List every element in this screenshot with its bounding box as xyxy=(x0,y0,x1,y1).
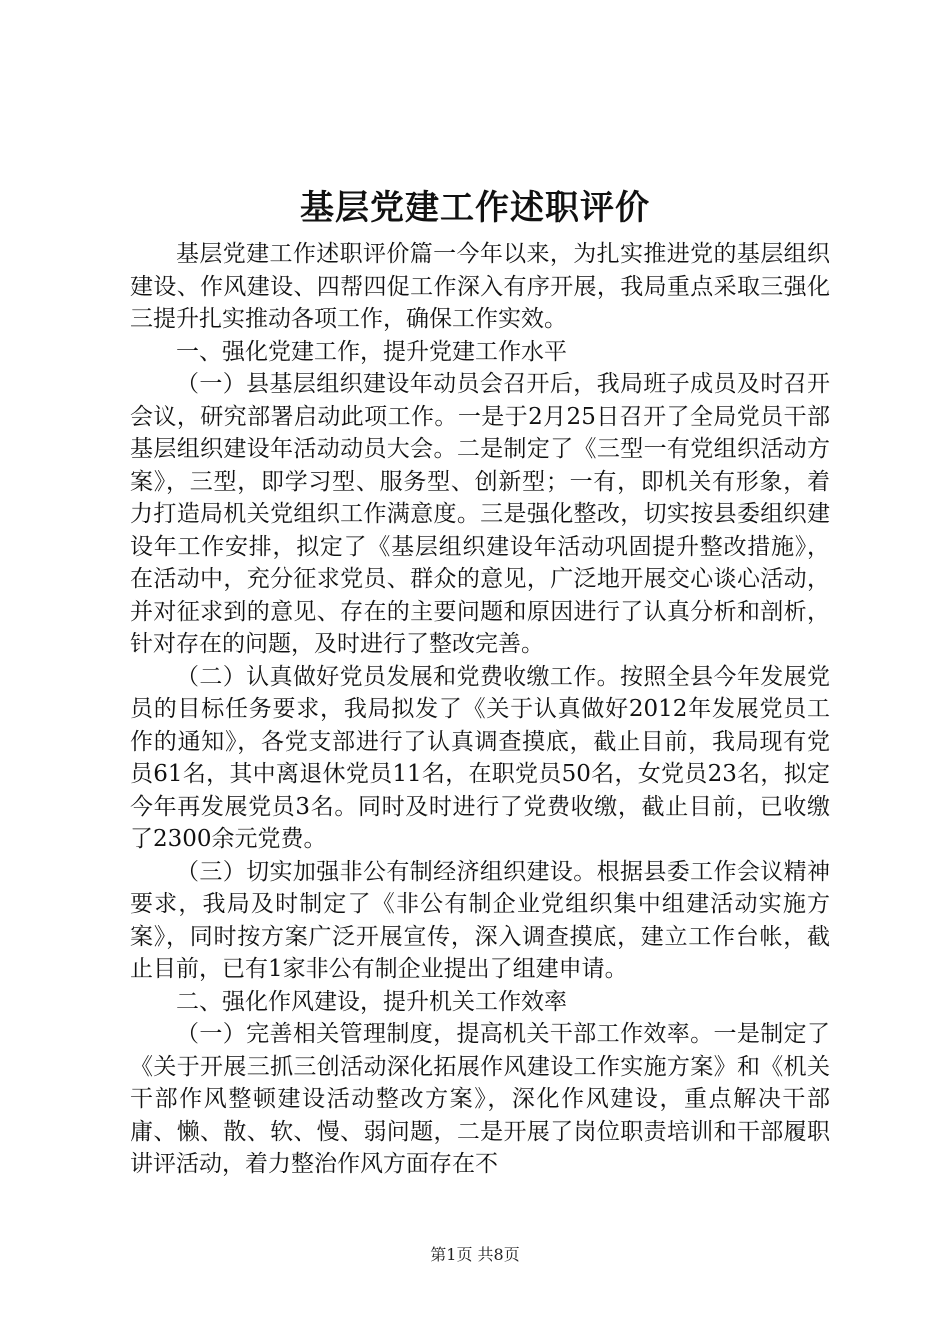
paragraph-1-1: （一）县基层组织建设年动员会召开后，我局班子成员及时召开会议，研究部署启动此项工作。一是于2月25日召开了全局党员干部基层组织建设年活动动员大会。二是制定了《三型一有党组织活动方案》，三型，即学习型、服务型、创新型；一有，即机关有形象，着力打造局机关党组织工作满意度。三是强化整改，切实按县委组织建设年工作安排，拟定了《基层组织建设年活动巩固提升整改措施》，在活动中，充分征求党员、群众的意见，广泛地开展交心谈心活动，并对征求到的意见、存在的主要问题和原因进行了认真分析和剖析，针对存在的问题，及时进行了整改完善。 xyxy=(130,371,830,657)
paragraph-2-1: （一）完善相关管理制度，提高机关干部工作效率。一是制定了《关于开展三抓三创活动深化拓展作风建设工作实施方案》和《机关干部作风整顿建设活动整改方案》，深化作风建设，重点解决干部庸、懒、散、软、慢、弱问题，二是开展了岗位职责培训和干部履职讲评活动，着力整治作风方面存在不 xyxy=(130,1021,830,1177)
paragraph-1-3: （三）切实加强非公有制经济组织建设。根据县委工作会议精神要求，我局及时制定了《非公有制企业党组织集中组建活动实施方案》，同时按方案广泛开展宣传，深入调查摸底，建立工作台帐，截止目前，已有1家非公有制企业提出了组建申请。 xyxy=(130,858,830,982)
section-heading-2: 二、强化作风建设，提升机关工作效率 xyxy=(176,988,567,1015)
paragraph-intro: 基层党建工作述职评价篇一今年以来，为扎实推进党的基层组织建设、作风建设、四帮四促工作深入有序开展，我局重点采取三强化三提升扎实推动各项工作，确保工作实效。 xyxy=(130,241,830,332)
document-body xyxy=(130,238,830,1181)
section-heading-1: 一、强化党建工作，提升党建工作水平 xyxy=(176,338,567,365)
paragraph-1-2: （二）认真做好党员发展和党费收缴工作。按照全县今年发展党员的目标任务要求，我局拟发了《关于认真做好2012年发展党员工作的通知》，各党支部进行了认真调查摸底，截止目前，我局现有党员61名，其中离退休党员11名，在职党员50名，女党员23名，拟定今年再发展党员3名。同时及时进行了党费收缴，截止目前，已收缴了2300余元党费。 xyxy=(130,663,830,852)
document-title: 基层党建工作述职评价 xyxy=(300,188,650,228)
page-footer: 第1页 共8页 xyxy=(430,1245,520,1264)
